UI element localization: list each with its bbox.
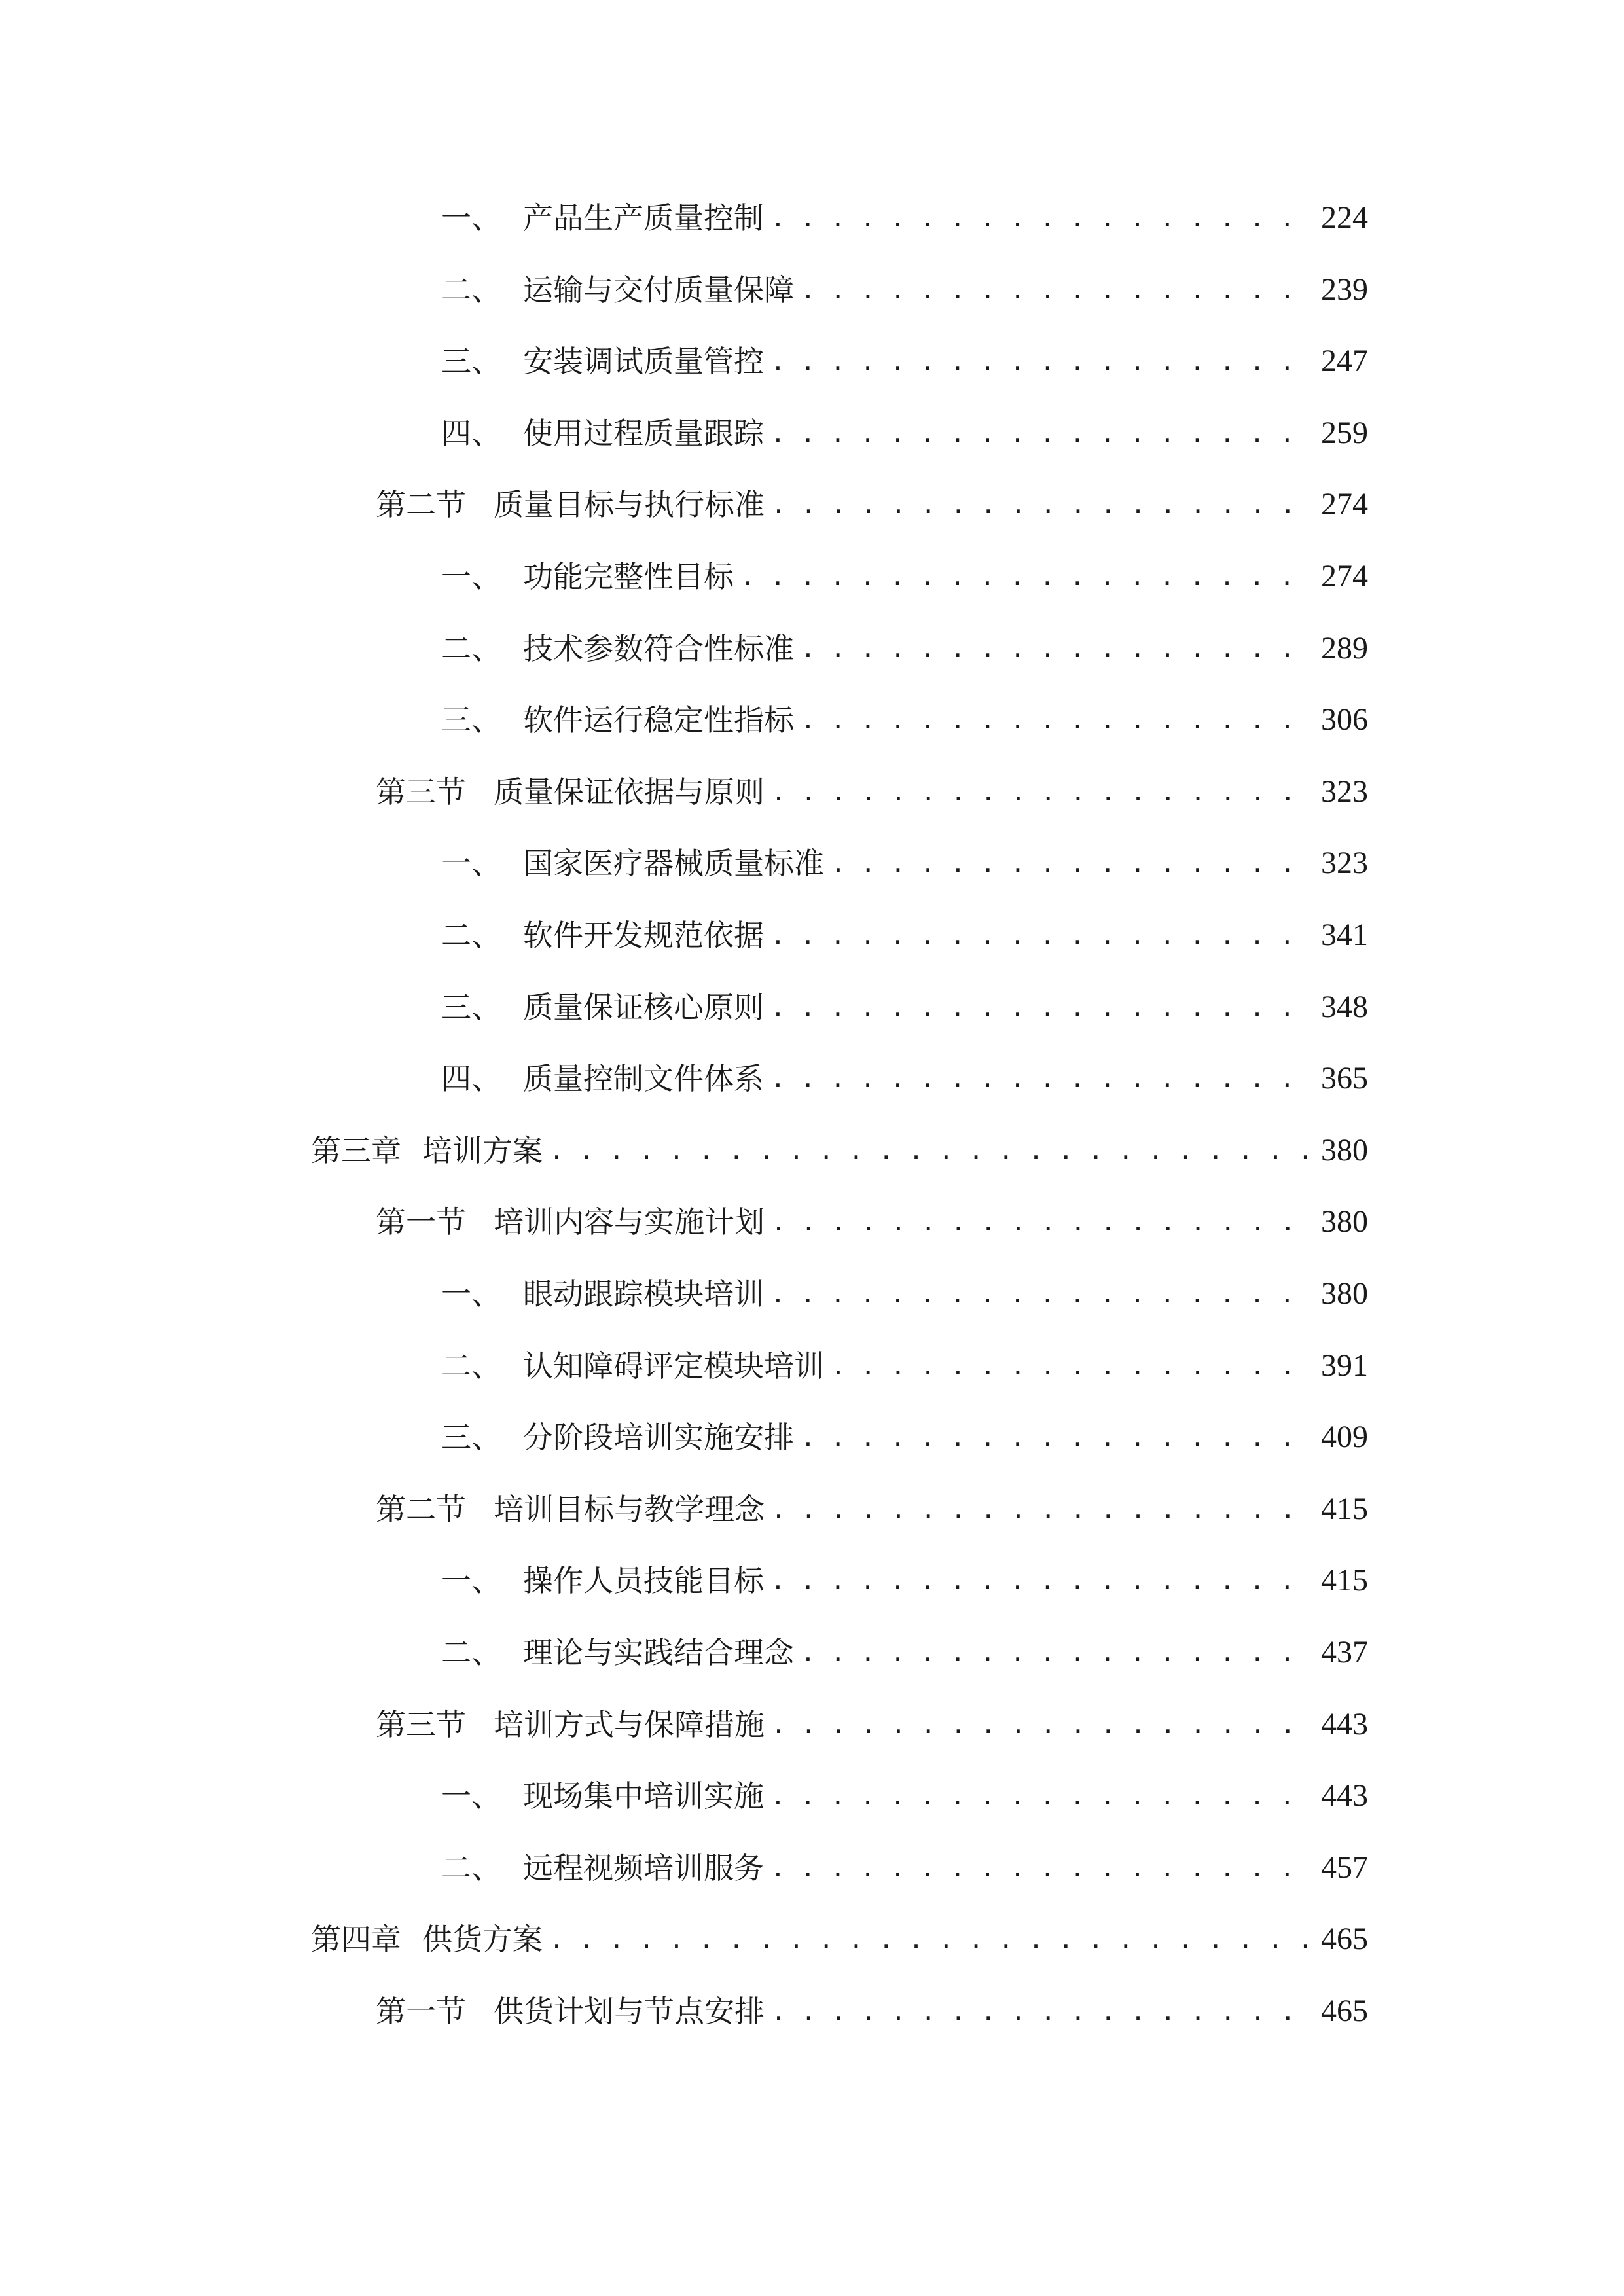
toc-entry-number: 第一节 (376, 1204, 466, 1240)
toc-entry-number: 一、 (441, 846, 501, 881)
toc-entry-page: 409 (1321, 1420, 1368, 1454)
toc-leader-dots (771, 1985, 1310, 2037)
toc-entry-number: 第四章 (311, 1922, 401, 1957)
toc-entry[interactable] (441, 837, 1368, 889)
toc-entry-title: 理论与实践结合理念 (523, 1635, 794, 1670)
toc-entry[interactable] (311, 1913, 1368, 1965)
toc-entry-number: 第二节 (376, 487, 466, 522)
toc-entry-page: 415 (1321, 1563, 1368, 1598)
toc-entry[interactable] (441, 1411, 1368, 1463)
toc-entry-page: 365 (1321, 1061, 1368, 1096)
toc-leader-dots (740, 550, 1310, 603)
toc-leader-dots (770, 407, 1310, 459)
toc-entry-page: 306 (1321, 702, 1368, 737)
toc-leader-dots (549, 1913, 1310, 1965)
toc-entry-number: 三、 (441, 702, 501, 738)
toc-entry-title: 使用过程质量跟踪 (523, 416, 764, 451)
toc-entry[interactable] (441, 1268, 1368, 1320)
toc-entry-title: 培训方式与保障措施 (494, 1707, 765, 1742)
toc-leader-dots (771, 478, 1310, 531)
toc-entry-page: 259 (1321, 416, 1368, 450)
toc-entry-page: 289 (1321, 631, 1368, 666)
toc-entry-title: 运输与交付质量保障 (523, 272, 794, 308)
toc-entry[interactable] (441, 694, 1368, 746)
toc-entry-title: 技术参数符合性标准 (523, 631, 794, 666)
toc-entry-number: 一、 (441, 559, 501, 594)
toc-entry-page: 380 (1321, 1133, 1368, 1168)
toc-entry-number: 四、 (441, 416, 501, 451)
toc-leader-dots (770, 1770, 1310, 1822)
toc-entry[interactable] (441, 1626, 1368, 1679)
toc-entry-title: 软件运行稳定性指标 (523, 702, 794, 738)
toc-entry-number: 二、 (441, 918, 501, 953)
toc-entry-page: 247 (1321, 344, 1368, 378)
toc-entry[interactable] (441, 264, 1368, 316)
toc-entry[interactable] (376, 1698, 1368, 1751)
toc-entry[interactable] (441, 192, 1368, 244)
toc-entry[interactable] (441, 1842, 1368, 1894)
toc-entry-page: 443 (1321, 1778, 1368, 1813)
toc-entry-title: 眼动跟踪模块培训 (523, 1276, 764, 1312)
toc-leader-dots (770, 981, 1310, 1033)
toc-entry[interactable] (441, 909, 1368, 961)
toc-leader-dots (801, 1626, 1310, 1679)
toc-entry-title: 供货计划与节点安排 (494, 1994, 765, 2029)
toc-entry-page: 341 (1321, 918, 1368, 952)
toc-entry[interactable] (376, 766, 1368, 818)
toc-entry-page: 323 (1321, 846, 1368, 880)
toc-leader-dots (771, 1698, 1310, 1751)
toc-leader-dots (801, 1411, 1310, 1463)
toc-entry[interactable] (441, 407, 1368, 459)
toc-leader-dots (771, 766, 1310, 818)
toc-entry-title: 分阶段培训实施安排 (523, 1420, 794, 1455)
toc-leader-dots (801, 264, 1310, 316)
toc-entry-page: 274 (1321, 559, 1368, 594)
toc-leader-dots (801, 694, 1310, 746)
toc-entry-title: 安装调试质量管控 (523, 344, 764, 379)
toc-entry-page: 465 (1321, 1922, 1368, 1956)
toc-entry[interactable] (376, 478, 1368, 531)
toc-entry-page: 274 (1321, 487, 1368, 522)
toc-entry-number: 二、 (441, 272, 501, 308)
toc-entry-page: 443 (1321, 1707, 1368, 1742)
toc-entry[interactable] (311, 1124, 1368, 1177)
toc-entry[interactable] (441, 622, 1368, 675)
toc-entry-page: 457 (1321, 1850, 1368, 1885)
toc-entry-number: 一、 (441, 1563, 501, 1598)
toc-entry-title: 功能完整性目标 (523, 559, 734, 594)
toc-entry-number: 三、 (441, 990, 501, 1025)
toc-entry-title: 质量保证依据与原则 (494, 774, 765, 810)
toc-entry-title: 操作人员技能目标 (523, 1563, 764, 1598)
toc-leader-dots (831, 1340, 1310, 1392)
toc-entry[interactable] (441, 1052, 1368, 1105)
toc-entry-number: 第三节 (376, 774, 466, 810)
toc-entry-number: 一、 (441, 1778, 501, 1814)
toc-entry-title: 软件开发规范依据 (523, 918, 764, 953)
toc-entry-number: 二、 (441, 631, 501, 666)
toc-entry-title: 供货方案 (422, 1922, 543, 1957)
toc-entry-title: 国家医疗器械质量标准 (523, 846, 824, 881)
toc-entry-title: 质量控制文件体系 (523, 1061, 764, 1096)
toc-leader-dots (801, 622, 1310, 675)
toc-entry-number: 四、 (441, 1061, 501, 1096)
toc-leader-dots (770, 909, 1310, 961)
toc-entry-title: 远程视频培训服务 (523, 1850, 764, 1886)
toc-entry-title: 培训目标与教学理念 (494, 1492, 765, 1527)
toc-entry-page: 239 (1321, 272, 1368, 307)
toc-entry-title: 现场集中培训实施 (523, 1778, 764, 1814)
toc-entry-number: 第三节 (376, 1707, 466, 1742)
toc-entry[interactable] (376, 1985, 1368, 2037)
toc-leader-dots (770, 1268, 1310, 1320)
toc-entry-page: 348 (1321, 990, 1368, 1024)
toc-entry-page: 391 (1321, 1348, 1368, 1383)
toc-leader-dots (770, 1052, 1310, 1105)
toc-entry-number: 第一节 (376, 1994, 466, 2029)
toc-entry-page: 437 (1321, 1635, 1368, 1670)
toc-entry-page: 415 (1321, 1492, 1368, 1526)
toc-entry-page: 224 (1321, 200, 1368, 235)
toc-entry-title: 质量保证核心原则 (523, 990, 764, 1025)
toc-entry[interactable] (441, 1770, 1368, 1822)
toc-entry-number: 三、 (441, 1420, 501, 1455)
toc-entry-number: 二、 (441, 1635, 501, 1670)
toc-entry[interactable] (441, 335, 1368, 387)
toc-entry-number: 第二节 (376, 1492, 466, 1527)
toc-entry-number: 二、 (441, 1850, 501, 1886)
toc-entry-title: 培训方案 (422, 1133, 543, 1168)
toc-entry-number: 一、 (441, 1276, 501, 1312)
toc-entry-page: 380 (1321, 1276, 1368, 1311)
toc-leader-dots (770, 1842, 1310, 1894)
toc-leader-dots (770, 335, 1310, 387)
toc-entry-title: 产品生产质量控制 (523, 200, 764, 236)
toc-entry[interactable] (441, 1554, 1368, 1607)
toc-entry[interactable] (441, 1340, 1368, 1392)
toc-entry-number: 第三章 (311, 1133, 401, 1168)
toc-leader-dots (549, 1124, 1310, 1177)
toc-entry-number: 二、 (441, 1348, 501, 1384)
toc-entry[interactable] (376, 1483, 1368, 1535)
toc-entry-title: 培训内容与实施计划 (494, 1204, 765, 1240)
toc-entry-page: 380 (1321, 1204, 1368, 1239)
toc-entry-number: 一、 (441, 200, 501, 236)
toc-entry-page: 323 (1321, 774, 1368, 809)
toc-leader-dots (771, 1483, 1310, 1535)
toc-leader-dots (770, 192, 1310, 244)
toc-leader-dots (770, 1554, 1310, 1607)
toc-entry-title: 质量目标与执行标准 (494, 487, 765, 522)
toc-entry-page: 465 (1321, 1994, 1368, 2028)
toc-entry[interactable] (376, 1196, 1368, 1248)
toc-entry[interactable] (441, 550, 1368, 603)
toc-entry-title: 认知障碍评定模块培训 (523, 1348, 824, 1384)
toc-entry-number: 三、 (441, 344, 501, 379)
toc-leader-dots (831, 837, 1310, 889)
toc-entry[interactable] (441, 981, 1368, 1033)
toc-leader-dots (771, 1196, 1310, 1248)
